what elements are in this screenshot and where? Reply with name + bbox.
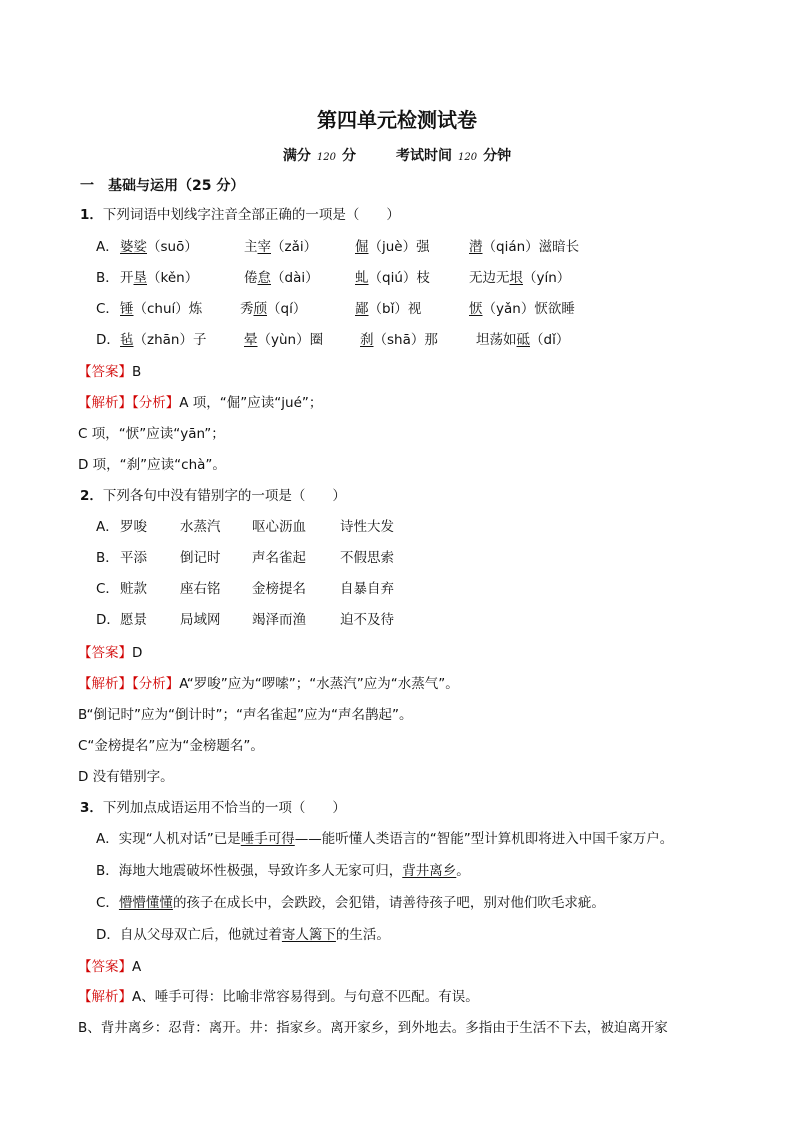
exam-page: 第四单元检测试卷 满分 120 分 考试时间 120 分钟 一 基础与运用（25 分） 1．下列词语中划线字注音全部正确的一项是（ ） A． 婆娑（suō） 主宰（zǎi） 倔（juè）强 潜（qián）滋暗长 B． 开垦（kěn） 倦怠（dài） 虬（qiú）枝 无边无垠（yín） C． 锤（chuí）炼 秀颀（qí） 鄙（bǐ）视 恹（yǎn）恹欲睡 D． 毡（zhān）子 晕（yùn）圈 刹（shā）那 坦荡如砥（dǐ） 【答案】B 【解析】【分析】A 项，“倔”应读“jué”； C 项，“恹”应读“yān”； D 项，“刹”应读“chà”。 2．下列各句中没有错别字的一项是（ ） A． 罗唆 水蒸汽 呕心沥血 诗性大发 B． 平添 倒记时 声名雀起 不假思索 C． 赃款 座右铭 金榜提名 自暴自弃 D． 愿景 局域网 竭泽而渔 迫不及待 【答案】D 【解析】【分析】A“罗唆”应为“啰嗦”；“水蒸汽”应为“水蒸气”。 B“倒记时”应为“倒计时”；“声名雀起”应为“声名鹊起”。 C“金榜提名”应为“金榜题名”。 D 没有错别字。 3．下列加点成语运用不恰当的一项（ ） A．实现“人机对话”已是唾手可得——能听懂人类语言的“智能”型计算机即将进入中国千家万户。 B．海地大地震破坏性极强，导致许多人无家可归，背井离乡。 C．懵懵懂懂的孩子在成长中，会跌跤，会犯错，请善待孩子吧，别对他们吹毛求疵。 D．自从父母双亡后，他就过着寄人篱下的生活。 【答案】A 【解析】A、唾手可得：比喻非常容易得到。与句意不匹配。有误。 B、背井离乡：忍背：离开。井：指家乡。离开家乡，到外地去。多指由于生活不下去，被迫离开家	[0, 0, 794, 1123]
q3-analysis: 【解析】A、唾手可得：比喻非常容易得到。与句意不匹配。有误。	[78, 989, 479, 1005]
score-unit: 分	[342, 148, 356, 164]
page-title: 第四单元检测试卷	[317, 108, 477, 132]
q3-option-c: C．懵懵懂懂的孩子在成长中，会跌跤，会犯错，请善待孩子吧，别对他们吹毛求疵。	[96, 895, 605, 911]
q1-analysis-line-2: C 项，“恹”应读“yān”；	[78, 426, 225, 442]
exam-info	[0, 145, 794, 165]
q3-option-a: A．实现“人机对话”已是唾手可得——能听懂人类语言的“智能”型计算机即将进入中国千家万户。	[96, 831, 674, 847]
q3-option-d: D．自从父母双亡后，他就过着寄人篱下的生活。	[96, 927, 390, 943]
section-heading	[80, 176, 244, 196]
q2-analysis: 【解析】【分析】A“罗唆”应为“啰嗦”；“水蒸汽”应为“水蒸气”。	[78, 676, 459, 692]
question-3-stem: 3．下列加点成语运用不恰当的一项（ ）	[80, 800, 346, 816]
q3-analysis-line-2: B、背井离乡：忍背：离开。井：指家乡。离开家乡，到外地去。多指由于生活不下去，被迫离开家	[78, 1020, 668, 1036]
q3-option-b: B．海地大地震破坏性极强，导致许多人无家可归，背井离乡。	[96, 863, 470, 879]
time-unit: 分钟	[483, 148, 512, 164]
q3-answer: 【答案】A	[78, 959, 142, 975]
question-1-stem: 1．下列词语中划线字注音全部正确的一项是（ ）	[80, 207, 400, 223]
q1-analysis: 【解析】【分析】A 项，“倔”应读“jué”；	[78, 395, 323, 411]
q2-analysis-line-3: C“金榜提名”应为“金榜题名”。	[78, 738, 264, 754]
q2-analysis-line-2: B“倒记时”应为“倒计时”；“声名雀起”应为“声名鹊起”。	[78, 707, 413, 723]
q1-answer: 【答案】B	[78, 364, 142, 380]
q2-answer: 【答案】D	[78, 645, 143, 661]
time-label: 考试时间	[396, 148, 452, 164]
section-title: 基础与运用（25 分）	[108, 178, 245, 194]
question-2-stem: 2．下列各句中没有错别字的一项是（ ）	[80, 488, 346, 504]
q2-analysis-line-4: D 没有错别字。	[78, 769, 174, 785]
section-ordinal: 一	[80, 178, 94, 194]
q1-analysis-line-3: D 项，“刹”应读“chà”。	[78, 457, 226, 473]
full-score-label: 满分	[282, 148, 311, 164]
time-value: 120	[458, 152, 478, 163]
full-score-value: 120	[316, 152, 336, 163]
